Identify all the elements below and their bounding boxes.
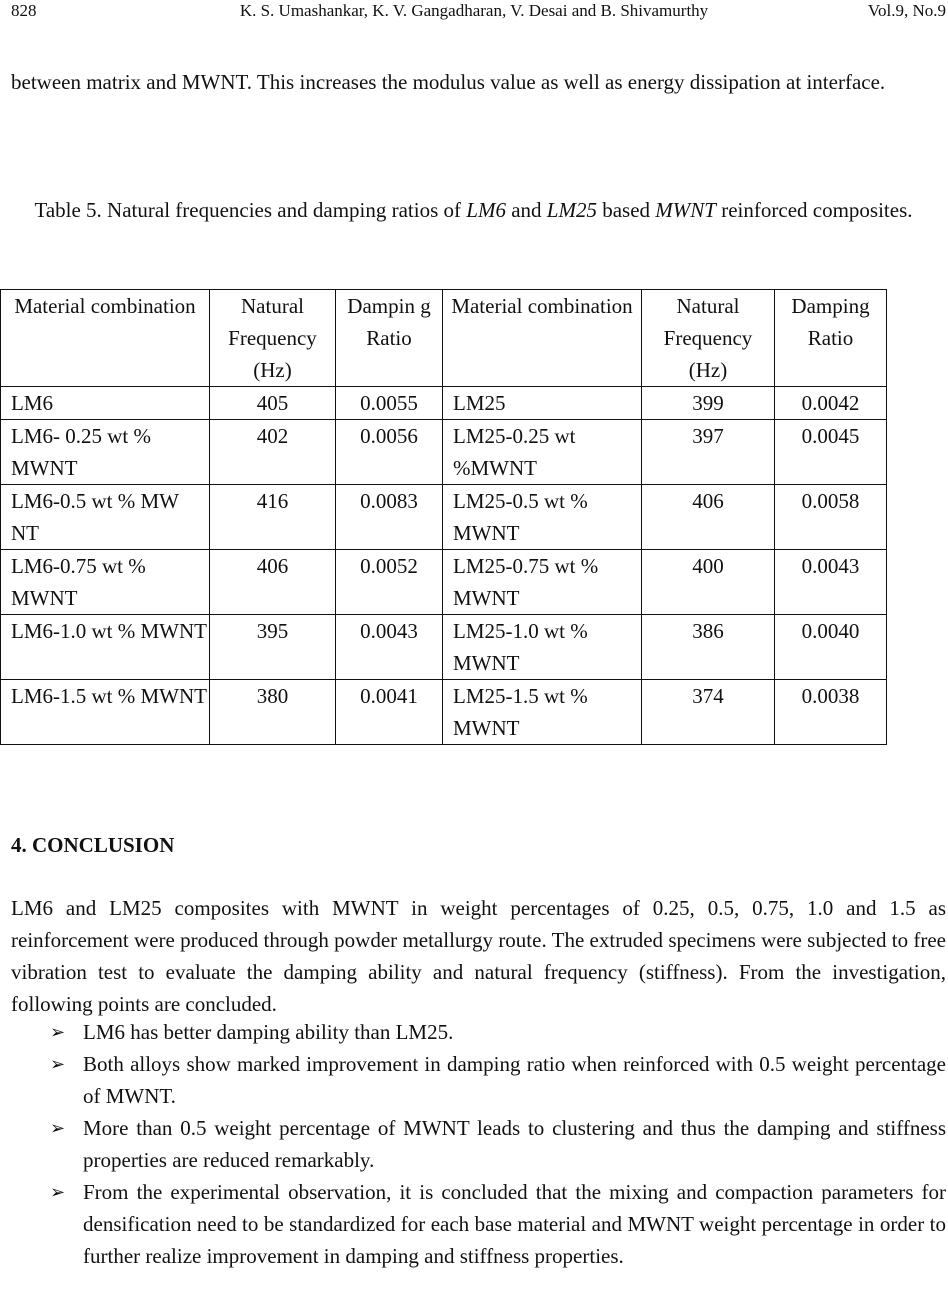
cell-material: LM6-1.0 wt % MWNT	[1, 615, 210, 680]
cell-frequency: 399	[642, 387, 775, 420]
cell-damping: 0.0058	[775, 485, 887, 550]
cell-material: LM25	[443, 387, 642, 420]
cell-damping: 0.0038	[775, 680, 887, 745]
cell-material: LM6-0.5 wt % MW NT	[1, 485, 210, 550]
cell-damping: 0.0041	[336, 680, 443, 745]
point-text: Both alloys show marked improvement in damping ratio when reinforced with 0.5 weight percentage of MWNT.	[83, 1052, 946, 1108]
cell-damping: 0.0056	[336, 420, 443, 485]
cell-damping: 0.0042	[775, 387, 887, 420]
cell-damping: 0.0045	[775, 420, 887, 485]
cell-material: LM6-1.5 wt % MWNT	[1, 680, 210, 745]
conclusion-points	[50, 1016, 946, 1272]
cell-material: LM6- 0.25 wt % MWNT	[1, 420, 210, 485]
table-row	[1, 420, 887, 485]
arrow-bullet-icon: ➢	[50, 1182, 66, 1202]
cell-frequency: 416	[210, 485, 336, 550]
cell-frequency: 386	[642, 615, 775, 680]
cell-damping: 0.0040	[775, 615, 887, 680]
arrow-bullet-icon: ➢	[50, 1054, 66, 1074]
section-heading: 4. CONCLUSION	[11, 833, 175, 857]
cell-material: LM25-0.5 wt % MWNT	[443, 485, 642, 550]
conclusion-paragraph: LM6 and LM25 composites with MWNT in weight percentages of 0.25, 0.5, 0.75, 1.0 and 1.5 as reinforcement were produced through powder metallurgy route. The extruded specimens were subjected to free vibration test to evaluate the damping ability and natural frequency (stiffness). From the investigation, following points are concluded.	[11, 896, 946, 1016]
cell-frequency: 400	[642, 550, 775, 615]
col-header-frequency-lm25: Natural Frequency (Hz)	[642, 290, 775, 387]
cell-material: LM25-1.0 wt % MWNT	[443, 615, 642, 680]
list-item	[50, 1176, 946, 1272]
cell-material: LM25-0.75 wt % MWNT	[443, 550, 642, 615]
cell-damping: 0.0083	[336, 485, 443, 550]
table-row	[1, 485, 887, 550]
cell-frequency: 405	[210, 387, 336, 420]
table-row	[1, 550, 887, 615]
cell-material: LM25-1.5 wt % MWNT	[443, 680, 642, 745]
caption-lm6: LM6	[466, 198, 506, 222]
point-text: LM6 has better damping ability than LM25.	[83, 1020, 454, 1044]
results-table	[0, 289, 887, 745]
arrow-bullet-icon: ➢	[50, 1022, 66, 1042]
col-header-material-lm25: Material combination	[443, 290, 642, 387]
cell-frequency: 406	[210, 550, 336, 615]
caption-based: based	[596, 198, 656, 222]
intro-paragraph: between matrix and MWNT. This increases the modulus value as well as energy dissipation at interface.	[11, 70, 886, 94]
cell-material: LM6	[1, 387, 210, 420]
page-header	[0, 0, 948, 22]
col-header-material-lm6: Material combination	[1, 290, 210, 387]
list-item	[50, 1112, 946, 1176]
running-authors: K. S. Umashankar, K. V. Gangadharan, V. Desai and B. Shivamurthy	[239, 1, 709, 20]
table-row	[1, 387, 887, 420]
list-item	[50, 1016, 946, 1048]
col-header-damping-lm6: Dampin g Ratio	[336, 290, 443, 387]
point-text: More than 0.5 weight percentage of MWNT leads to clustering and thus the damping and stiffness properties are reduced remarkably.	[83, 1116, 946, 1172]
point-text: From the experimental observation, it is concluded that the mixing and compaction parameters for densification need to be standardized for each base material and MWNT weight percentage in order to further realize improvement in damping and stiffness properties.	[83, 1180, 946, 1268]
col-header-frequency-lm6: Natural Frequency (Hz)	[210, 290, 336, 387]
caption-mwnt: MWNT	[655, 198, 716, 222]
cell-frequency: 380	[210, 680, 336, 745]
arrow-bullet-icon: ➢	[50, 1118, 66, 1138]
table-row	[1, 680, 887, 745]
list-item	[50, 1048, 946, 1112]
cell-frequency: 397	[642, 420, 775, 485]
cell-frequency: 402	[210, 420, 336, 485]
col-header-damping-lm25: Damping Ratio	[775, 290, 887, 387]
cell-frequency: 406	[642, 485, 775, 550]
table-header-row	[1, 290, 887, 387]
caption-and: and	[505, 198, 547, 222]
cell-material: LM25-0.25 wt %MWNT	[443, 420, 642, 485]
cell-damping: 0.0043	[336, 615, 443, 680]
cell-material: LM6-0.75 wt % MWNT	[1, 550, 210, 615]
cell-damping: 0.0043	[775, 550, 887, 615]
cell-frequency: 374	[642, 680, 775, 745]
caption-prefix: Table 5. Natural frequencies and damping ratios of	[34, 198, 467, 222]
table-row	[1, 615, 887, 680]
caption-lm25: LM25	[546, 198, 597, 222]
cell-damping: 0.0052	[336, 550, 443, 615]
cell-frequency: 395	[210, 615, 336, 680]
table-caption	[11, 194, 936, 226]
journal-volume: Vol.9, No.9	[867, 1, 946, 20]
caption-suffix: reinforced composites.	[715, 198, 913, 222]
cell-damping: 0.0055	[336, 387, 443, 420]
page-number: 828	[11, 1, 37, 20]
